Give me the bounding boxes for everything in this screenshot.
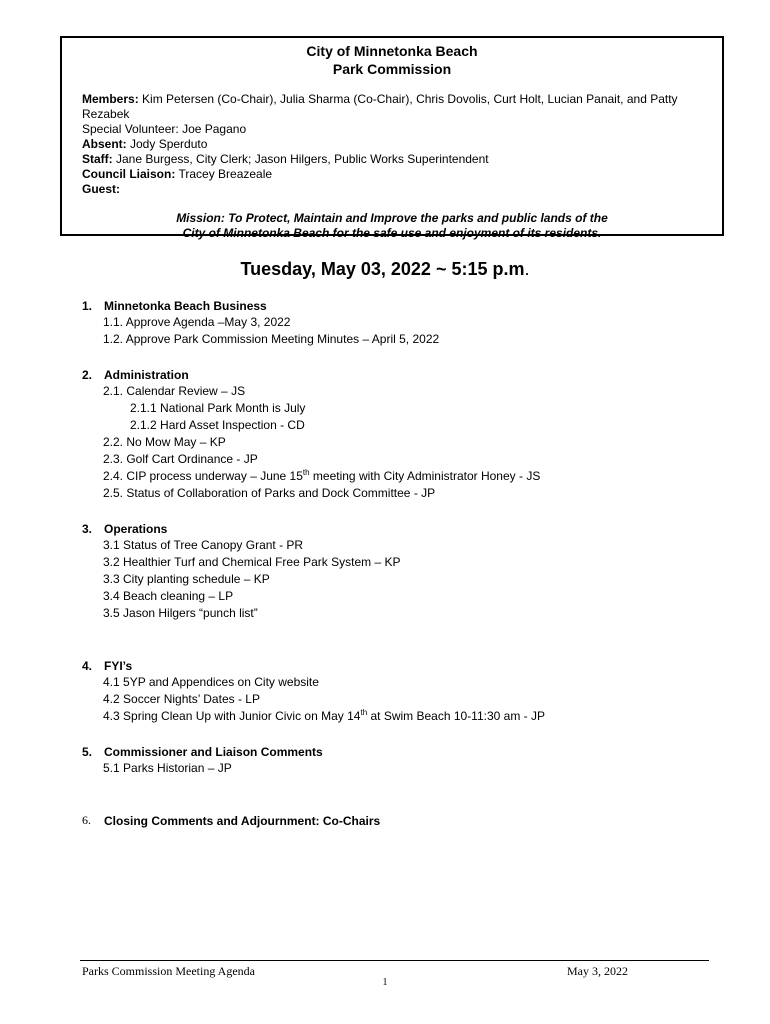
agenda-item: 2.3. Golf Cart Ordinance - JP xyxy=(103,452,258,466)
footer-date: May 3, 2022 xyxy=(567,964,628,978)
mission-line-2: City of Minnetonka Beach for the safe use and enjoyment of its residents. xyxy=(182,226,602,240)
section-6 xyxy=(82,812,732,829)
item-text: at Swim Beach 10-11:30 am - JP xyxy=(367,709,545,723)
agenda-item xyxy=(82,468,732,485)
section-number: 4. xyxy=(82,658,93,673)
section-heading xyxy=(82,520,732,537)
meeting-date-period: . xyxy=(524,259,530,279)
section-heading xyxy=(82,812,732,829)
section-title: Administration xyxy=(104,367,189,382)
section-number: 3. xyxy=(82,521,93,536)
header-box xyxy=(60,36,724,240)
agenda-item xyxy=(82,708,732,725)
guest-line xyxy=(82,182,722,197)
agenda-item: 3.1 Status of Tree Canopy Grant - PR xyxy=(103,538,304,552)
agenda-item: 2.5. Status of Collaboration of Parks and Dock Committee - JP xyxy=(103,486,436,500)
section-heading xyxy=(82,366,732,383)
members-label: Members: xyxy=(82,92,139,106)
section-title: Closing Comments and Adjournment: Co-Chairs xyxy=(104,813,381,828)
section-heading xyxy=(82,743,732,760)
staff-label: Staff: xyxy=(82,152,113,166)
section-number: 6. xyxy=(82,813,91,827)
liaison-line xyxy=(82,167,722,182)
footer-divider xyxy=(80,960,709,961)
staff-value: Jane Burgess, City Clerk; Jason Hilgers, Public Works Superintendent xyxy=(112,152,489,166)
item-text: meeting with City Administrator Honey - JS xyxy=(309,469,541,483)
attendance-block xyxy=(82,92,722,197)
section-number: 2. xyxy=(82,367,93,382)
members-value: Kim Petersen (Co-Chair), Julia Sharma (Co-Chair), Chris Dovolis, Curt Holt, Lucian Panait, and Patty Rezabek xyxy=(82,92,678,121)
section-number: 1. xyxy=(82,298,93,313)
agenda-item: 4.2 Soccer Nights’ Dates - LP xyxy=(103,692,260,706)
agenda-item: 3.5 Jason Hilgers “punch list” xyxy=(103,606,258,620)
absent-label: Absent: xyxy=(82,137,127,151)
absent-line xyxy=(82,137,722,152)
meeting-date xyxy=(0,259,770,280)
agenda-item: 2.2. No Mow May – KP xyxy=(103,435,226,449)
volunteer-line: Special Volunteer: Joe Pagano xyxy=(82,122,247,136)
section-3 xyxy=(82,520,732,622)
agenda-item: 5.1 Parks Historian – JP xyxy=(103,761,232,775)
agenda xyxy=(82,297,732,829)
staff-line xyxy=(82,152,722,167)
section-heading xyxy=(82,657,732,674)
agenda-item: 3.4 Beach cleaning – LP xyxy=(103,589,234,603)
agenda-item: 1.2. Approve Park Commission Meeting Minutes – April 5, 2022 xyxy=(103,332,440,346)
footer-title: Parks Commission Meeting Agenda xyxy=(82,964,255,978)
mission-line-1: Mission: To Protect, Maintain and Improve the parks and public lands of the xyxy=(176,211,608,225)
agenda-subitem: 2.1.1 National Park Month is July xyxy=(130,401,306,415)
section-2 xyxy=(82,366,732,502)
section-title: Operations xyxy=(104,521,168,536)
section-title: Minnetonka Beach Business xyxy=(104,298,267,313)
section-heading xyxy=(82,297,732,314)
meeting-date-text: Tuesday, May 03, 2022 ~ 5:15 p.m xyxy=(240,259,525,279)
absent-value: Jody Sperduto xyxy=(126,137,208,151)
agenda-item: 1.1. Approve Agenda –May 3, 2022 xyxy=(103,315,291,329)
agenda-item: 2.1. Calendar Review – JS xyxy=(103,384,246,398)
section-title: FYI’s xyxy=(104,658,133,673)
section-title: Commissioner and Liaison Comments xyxy=(104,744,323,759)
section-number: 5. xyxy=(82,744,93,759)
city-title: City of Minnetonka Beach xyxy=(306,43,478,59)
members-line xyxy=(82,92,722,122)
liaison-value: Tracey Breazeale xyxy=(175,167,273,181)
section-1 xyxy=(82,297,732,348)
liaison-label: Council Liaison: xyxy=(82,167,176,181)
item-text: 4.3 Spring Clean Up with Junior Civic on May 14 xyxy=(103,709,361,723)
mission-statement xyxy=(62,211,722,241)
agenda-item: 3.3 City planting schedule – KP xyxy=(103,572,270,586)
section-5 xyxy=(82,743,732,777)
section-4 xyxy=(82,657,732,725)
agenda-subitem: 2.1.2 Hard Asset Inspection - CD xyxy=(130,418,305,432)
agenda-item: 4.1 5YP and Appendices on City website xyxy=(103,675,319,689)
ordinal-suffix: th xyxy=(360,708,368,717)
ordinal-suffix: th xyxy=(302,468,310,477)
guest-label: Guest: xyxy=(82,182,121,196)
agenda-item: 3.2 Healthier Turf and Chemical Free Park System – KP xyxy=(103,555,401,569)
item-text: 2.4. CIP process underway – June 15 xyxy=(103,469,303,483)
page-number: 1 xyxy=(382,977,388,988)
commission-title: Park Commission xyxy=(332,61,452,77)
